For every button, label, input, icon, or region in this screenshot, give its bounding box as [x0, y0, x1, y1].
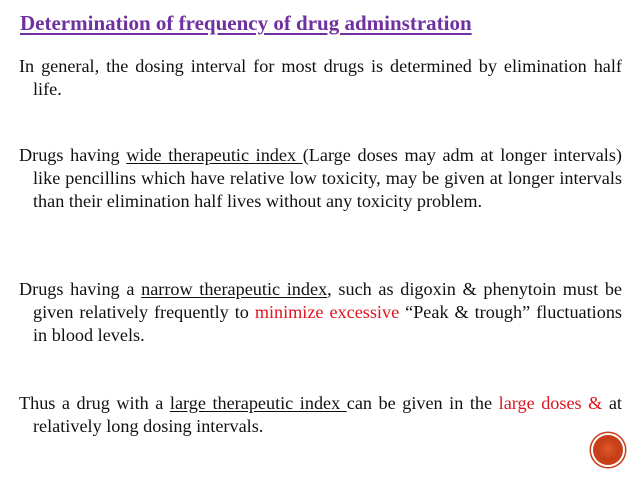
term-large-therapeutic-index: large therapeutic index — [169, 393, 347, 413]
term-narrow-therapeutic-index: narrow therapeutic index — [141, 279, 328, 299]
paragraph-lead: Drugs having a — [19, 279, 142, 299]
paragraph-rest: (Large doses may adm at longer intervals) like pencillins which have relative low toxicity, may be given at longer intervals than their elimination half lives without any toxicity problem. — [33, 145, 622, 211]
paragraph-wide-index — [19, 144, 622, 212]
circle-badge-icon — [593, 435, 623, 465]
paragraph-mid: , such as digoxin & phenytoin must be given relatively frequently to — [33, 279, 623, 322]
paragraph-text: In general, the dosing interval for most drugs is determined by elimination half life. — [19, 56, 622, 99]
highlight-minimize-excessive: minimize excessive — [254, 301, 400, 322]
paragraph-rest: “Peak & trough” fluctuations in blood levels. — [33, 301, 622, 345]
paragraph-narrow-index — [19, 278, 622, 346]
paragraph-dosing-interval — [19, 55, 622, 101]
paragraph-lead: Drugs having — [19, 145, 127, 165]
circle-badge-inner — [597, 439, 619, 461]
slide-title: Determination of frequency of drug adminstration — [20, 11, 472, 35]
paragraph-lead: Thus a drug with a — [19, 393, 170, 413]
highlight-large-doses: large doses & — [498, 393, 603, 413]
paragraph-mid: can be given in the — [346, 393, 499, 413]
paragraph-large-index — [19, 392, 622, 438]
term-wide-therapeutic-index: wide therapeutic index — [126, 145, 303, 165]
paragraph-rest: at relatively long dosing intervals. — [33, 393, 622, 436]
